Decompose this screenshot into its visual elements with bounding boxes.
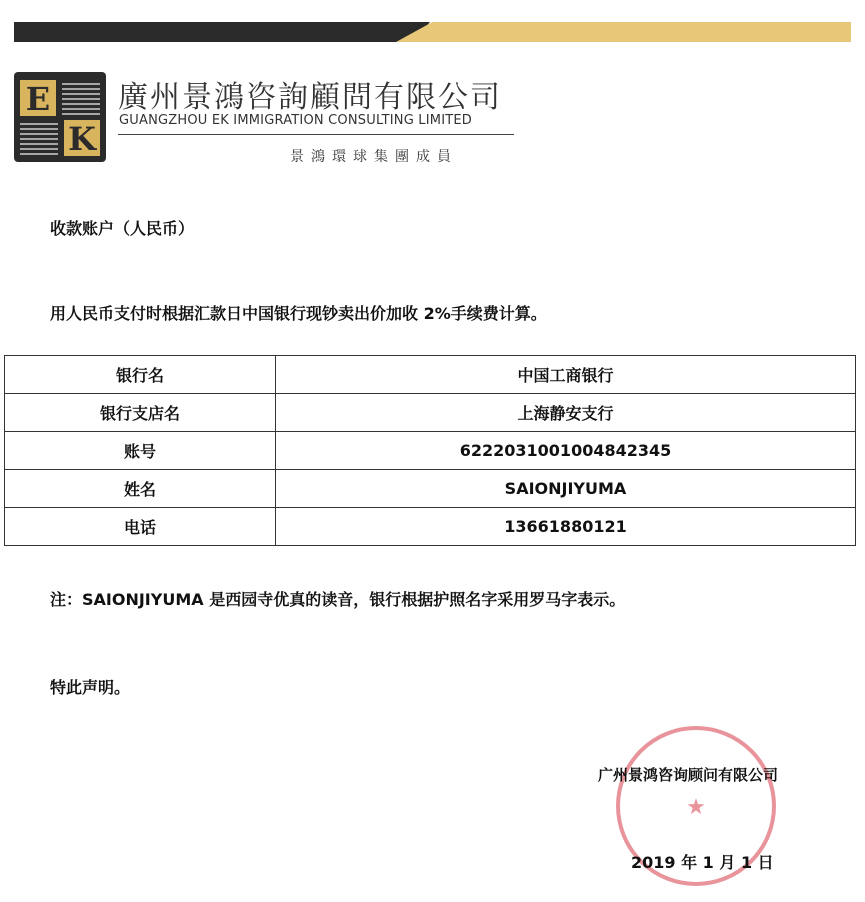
row-label: 姓名 xyxy=(5,470,276,508)
account-table xyxy=(4,355,856,546)
section-title: 收款账户（人民币） xyxy=(50,219,195,238)
company-name-cn: 廣州景鴻咨詢顧問有限公司 xyxy=(118,80,502,115)
row-label: 电话 xyxy=(5,508,276,546)
header-gold-band xyxy=(396,22,851,42)
table-row xyxy=(5,508,856,546)
table-row xyxy=(5,432,856,470)
row-label: 银行支店名 xyxy=(5,394,276,432)
row-value: 上海静安支行 xyxy=(276,394,856,432)
header-divider xyxy=(118,134,514,135)
rate-note: 用人民币支付时根据汇款日中国银行现钞卖出价加收 2%手续费计算。 xyxy=(50,304,547,323)
company-name-en: GUANGZHOU EK IMMIGRATION CONSULTING LIMITED xyxy=(119,113,472,128)
document-date: 2019 年 1 月 1 日 xyxy=(631,853,774,872)
declaration-text: 特此声明。 xyxy=(50,678,131,697)
row-value: 中国工商银行 xyxy=(276,356,856,394)
table-row xyxy=(5,470,856,508)
signatory-company: 广州景鸿咨询顾问有限公司 xyxy=(598,766,779,784)
svg-text:★: ★ xyxy=(686,795,706,820)
row-label: 账号 xyxy=(5,432,276,470)
table-row xyxy=(5,356,856,394)
svg-text:E: E xyxy=(25,80,51,118)
svg-text:K: K xyxy=(68,120,96,158)
row-value: 13661880121 xyxy=(276,508,856,546)
company-group-tagline: 景鴻環球集團成員 xyxy=(290,149,458,165)
ek-logo xyxy=(14,72,106,162)
row-value: 6222031001004842345 xyxy=(276,432,856,470)
row-value: SAIONJIYUMA xyxy=(276,470,856,508)
romanization-note: 注：SAIONJIYUMA 是西园寺优真的读音，银行根据护照名字采用罗马字表示。 xyxy=(50,590,626,609)
table-row xyxy=(5,394,856,432)
row-label: 银行名 xyxy=(5,356,276,394)
header-dark-band xyxy=(14,22,430,42)
